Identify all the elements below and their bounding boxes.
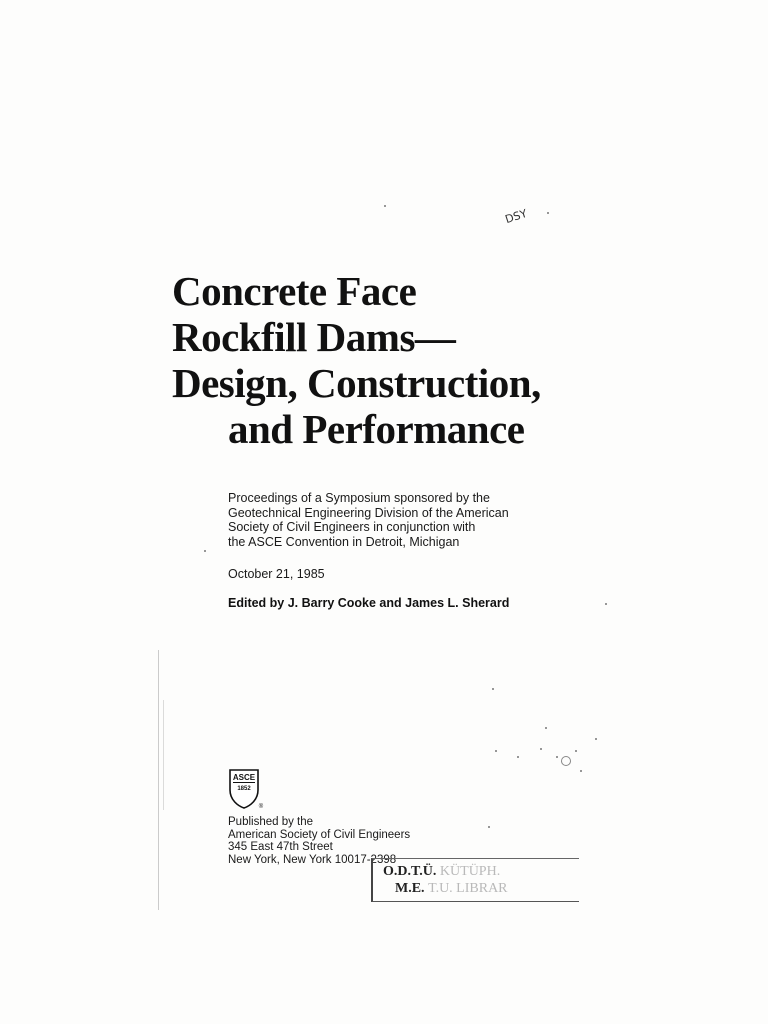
scan-speck bbox=[605, 603, 607, 605]
scan-speck bbox=[547, 212, 549, 214]
scan-speck bbox=[540, 748, 542, 750]
publisher-line-2: American Society of Civil Engineers bbox=[228, 828, 411, 841]
scan-speck bbox=[204, 550, 206, 552]
scan-speck bbox=[556, 756, 558, 758]
asce-shield-logo bbox=[228, 768, 266, 810]
stamp-line-2-main: M.E. bbox=[395, 881, 425, 896]
stamp-line-2-faded: T.U. LIBRAR bbox=[428, 881, 508, 896]
scan-speck bbox=[492, 688, 494, 690]
scan-speck bbox=[545, 727, 547, 729]
scan-speck bbox=[488, 826, 490, 828]
scan-edge-mark bbox=[163, 700, 164, 810]
scan-speck bbox=[384, 205, 386, 207]
scan-speck bbox=[575, 750, 577, 752]
publisher-line-4: New York, New York 10017-2398 bbox=[228, 853, 397, 866]
library-stamp bbox=[371, 858, 579, 902]
scan-speck bbox=[595, 738, 597, 740]
proceedings-description bbox=[228, 491, 528, 549]
handwritten-annotation: DSY bbox=[503, 206, 529, 227]
publisher-line-3: 345 East 47th Street bbox=[228, 841, 333, 853]
title-line-3: Design, Construction, bbox=[172, 360, 541, 406]
stamp-line-2 bbox=[395, 881, 508, 897]
logo-text: ASCE bbox=[232, 773, 256, 782]
title-line-2: Rockfill Dams— bbox=[172, 314, 456, 360]
stamp-line-1-faded: KÜTÜPH. bbox=[439, 864, 501, 879]
logo-registered-mark: ® bbox=[258, 804, 264, 810]
symposium-date: October 21, 1985 bbox=[228, 567, 325, 581]
proceedings-line-3: Society of Civil Engineers in conjunction with bbox=[228, 520, 476, 534]
book-title bbox=[172, 268, 612, 452]
scan-speck bbox=[517, 756, 519, 758]
proceedings-line-2: Geotechnical Engineering Division of the American bbox=[228, 505, 509, 520]
publisher-line-1: Published by the bbox=[228, 816, 314, 828]
scan-speck bbox=[495, 750, 497, 752]
title-line-4: and Performance bbox=[228, 406, 525, 452]
scan-speck bbox=[561, 756, 571, 766]
stamp-line-1-main: O.D.T.Ü. bbox=[383, 864, 437, 879]
scan-speck bbox=[580, 770, 582, 772]
stamp-line-1 bbox=[383, 864, 500, 880]
scan-edge-mark bbox=[158, 650, 159, 910]
logo-year: 1852 bbox=[237, 786, 251, 792]
proceedings-line-4: the ASCE Convention in Detroit, Michigan bbox=[228, 534, 460, 549]
proceedings-line-1: Proceedings of a Symposium sponsored by the bbox=[228, 491, 490, 505]
title-line-1: Concrete Face bbox=[172, 268, 417, 314]
editors-credit: Edited by J. Barry Cooke and James L. Sherard bbox=[228, 596, 510, 610]
